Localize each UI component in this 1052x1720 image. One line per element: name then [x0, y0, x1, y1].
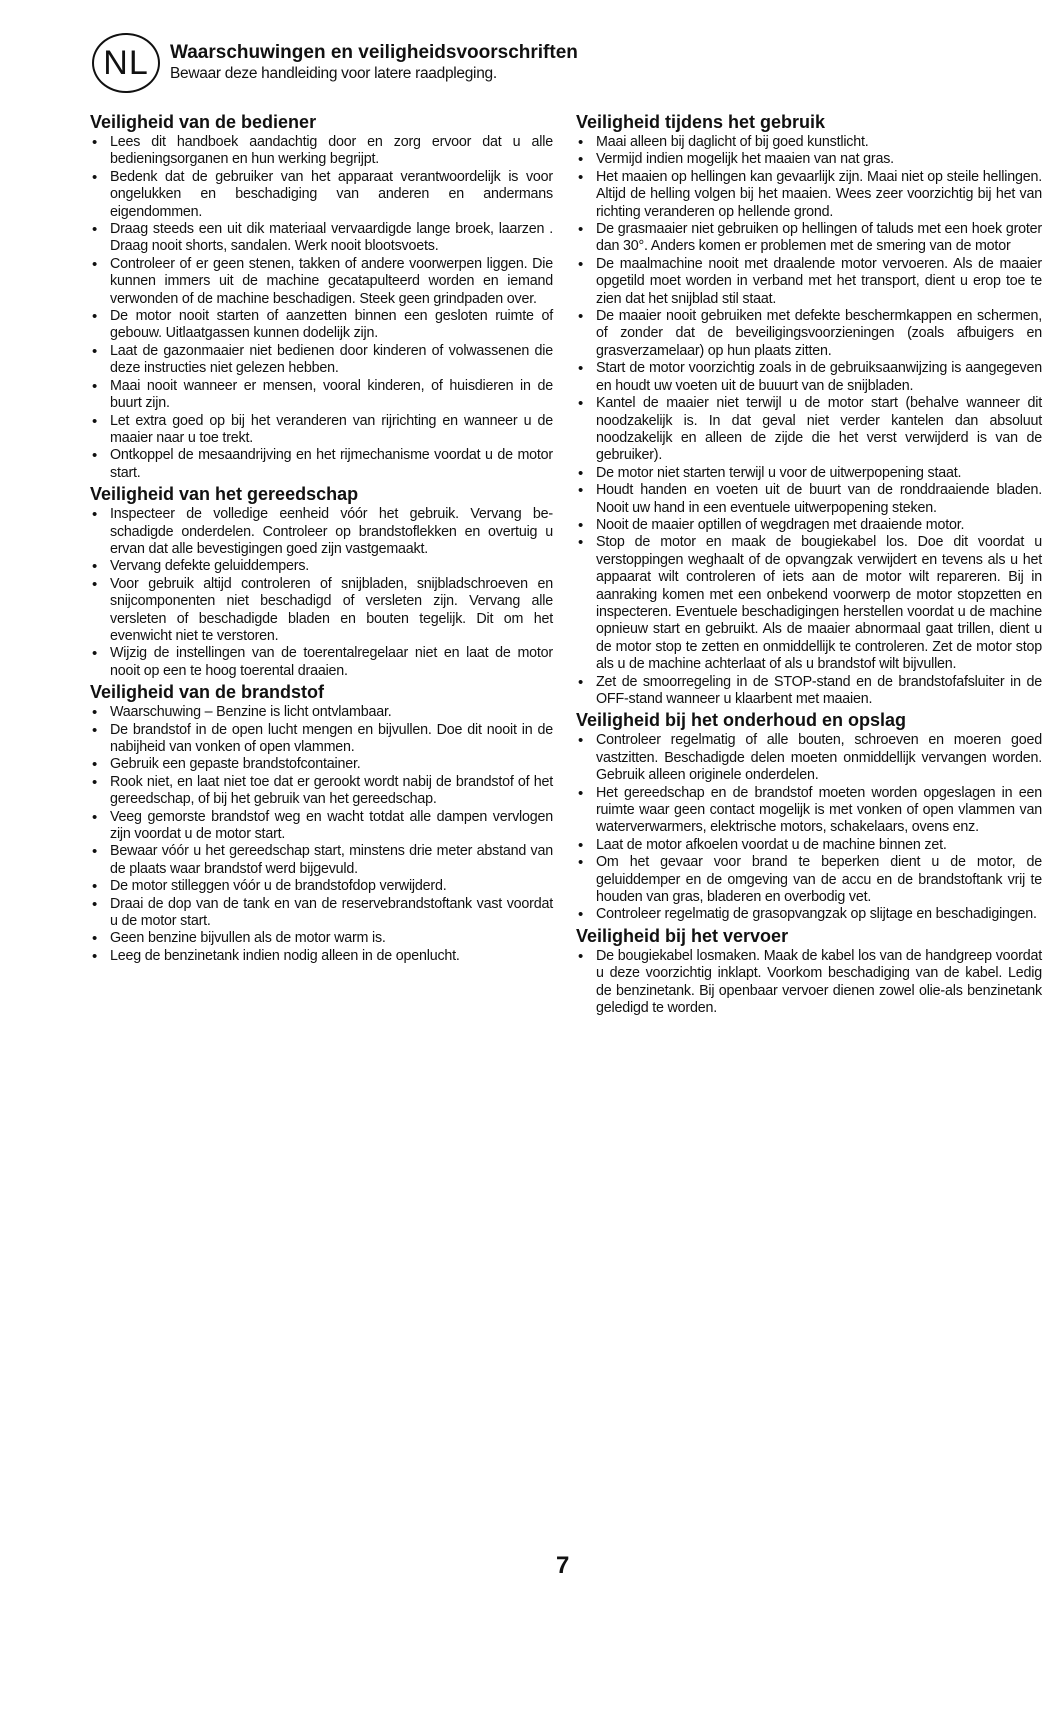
list-item: • De bougiekabel losmaken. Maak de kabel los van de handgreep voordat u deze voorzichtig inklapt. Voorkom beschadiging van de kabel. Ledig de benzinetank. Bij openbaar vervoer dienen zowel olie-als benzinetank geledigd te worden.: [576, 948, 1042, 1018]
section: [576, 926, 1042, 1018]
list-item: • Ontkoppel de mesaandrijving en het rijmechanisme voordat u de motor start.: [90, 447, 553, 482]
section-title: Veiligheid van de bediener: [90, 112, 317, 132]
list-item: • Controleer regelmatig de grasopvangzak op slijtage en beschadigingen.: [576, 906, 1042, 923]
list-item: • De grasmaaier niet gebruiken op hellingen of taluds met een hoek groter dan 30°. Anders komen er problemen met de smering van de motor: [576, 221, 1042, 256]
list-item: • De maaier nooit gebruiken met defekte beschermkappen en schermen, of zonder dat de beveiligingsvoorzieningen (zoals afbuigers en grasverzamelaar) op hun plaats zitten.: [576, 308, 1042, 360]
list-item: • Lees dit handboek aandachtig door en zorg ervoor dat u alle bedieningsorganen en hun werking begrijpt.: [90, 134, 553, 169]
list-item: • Bedenk dat de gebruiker van het apparaat verantwoordelijk is voor ongelukken en beschadiging van anderen en andermans eigendommen.: [90, 169, 553, 221]
list-item: • Waarschuwing – Benzine is licht ontvlambaar.: [90, 704, 553, 721]
document-title: Waarschuwingen en veiligheidsvoorschriften: [170, 42, 578, 63]
list-item: • Maai nooit wanneer er mensen, vooral kinderen, of huisdieren in de buurt zijn.: [90, 378, 553, 413]
section-title: Veiligheid bij het onderhoud en opslag: [576, 710, 907, 731]
section-title: Veiligheid van de brandstof: [90, 682, 325, 703]
bullet-list: [90, 506, 553, 680]
list-item: • Voor gebruik altijd controleren of snijbladen, snijbladschroeven en snijcomponenten niet beschadigd of versleten zijn. Vervang alle versleten of beschadigde bladen en bouten tegelijk. Dit om het evenwicht niet te verstoren.: [90, 576, 553, 646]
list-item: • Maai alleen bij daglicht of bij goed kunstlicht.: [576, 134, 1042, 151]
list-item: • Leeg de benzinetank indien nodig alleen in de openlucht.: [90, 948, 553, 965]
section: [90, 484, 553, 680]
list-item: • Start de motor voorzichtig zoals in de gebruiksaanwijzing is aangegeven en houdt uw voeten uit de buuurt van de snijbladen.: [576, 360, 1042, 395]
list-item: • Het gereedschap en de brandstof moeten worden opgeslagen in een ruimte waar geen contact mogelijk is met vonken of open vlammen van waterverwarmers, elektrische motors, schakelaars, ovens enz.: [576, 785, 1042, 837]
list-item: • Nooit de maaier optillen of wegdragen met draaiende motor.: [576, 517, 1042, 534]
document-subtitle: Bewaar deze handleiding voor latere raadpleging.: [170, 65, 497, 82]
list-item: • Controleer regelmatig of alle bouten, schroeven en moeren goed vastzitten. Beschadigde delen moeten onmiddellijk vervangen worden. Gebruik alleen originele onderdelen.: [576, 732, 1042, 784]
section: [90, 682, 553, 965]
list-item: • Gebruik een gepaste brandstofcontainer.: [90, 756, 553, 773]
list-item: • Draag steeds een uit dik materiaal vervaardigde lange broek, laarzen . Draag nooit shorts, sandalen. Werk nooit blootsvoets.: [90, 221, 553, 256]
section: [90, 112, 553, 482]
list-item: • De motor stilleggen vóór u de brandstofdop verwijderd.: [90, 878, 553, 895]
list-item: • Wijzig de instellingen van de toerentalregelaar niet en laat de motor nooit op een te hoog toerental draaien.: [90, 645, 553, 680]
list-item: • Draai de dop van de tank en van de reservebrandstoftank vast voordat u de motor start.: [90, 896, 553, 931]
list-item: • Laat de gazonmaaier niet bedienen door kinderen of volwassenen die deze instructies niet gelezen hebben.: [90, 343, 553, 378]
list-item: • Het maaien op hellingen kan gevaarlijk zijn. Maai niet op steile hellingen. Altijd de helling volgen bij het maaien. Wees zeer voorzichtig bij het van richting veranderen op hellende grond.: [576, 169, 1042, 221]
page-header: [92, 28, 578, 98]
left-column: [90, 110, 553, 965]
list-item: • Om het gevaar voor brand te beperken dient u de motor, de geluiddemper en de omgeving van de accu en de brandstoftank vrij te houden van gras, bladeren en overbodig vet.: [576, 854, 1042, 906]
bullet-list: [90, 134, 553, 482]
list-item: • Zet de smoorregeling in de STOP-stand en de brandstofafsluiter in de OFF-stand wanneer u klaarbent met maaien.: [576, 674, 1042, 709]
bullet-list: [576, 134, 1042, 708]
header-text: [170, 42, 578, 84]
language-badge: NL: [92, 33, 160, 93]
list-item: • Veeg gemorste brandstof weg en wacht totdat alle dampen vervlogen zijn voordat u de motor start.: [90, 809, 553, 844]
list-item: • De motor niet starten terwijl u voor de uitwerpopening staat.: [576, 465, 1042, 482]
list-item: • De motor nooit starten of aanzetten binnen een gesloten ruimte of gebouw. Uitlaatgassen kunnen dodelijk zijn.: [90, 308, 553, 343]
list-item: • Let extra goed op bij het veranderen van rijrichting en wanneer u de maaier naar u toe trekt.: [90, 413, 553, 448]
list-item: • Rook niet, en laat niet toe dat er gerookt wordt nabij de brandstof of het gereedschap, of bij het gebruik van het gereedschap.: [90, 774, 553, 809]
section-title: Veiligheid tijdens het gebruik: [576, 112, 826, 132]
right-column: [576, 110, 1042, 1018]
bullet-list: [90, 704, 553, 965]
list-item: • Vervang defekte geluiddempers.: [90, 558, 553, 575]
bullet-list: [576, 948, 1042, 1018]
list-item: • Controleer of er geen stenen, takken of andere voorwerpen liggen. Die kunnen immers uit de machine gecatapulteerd worden en iemand verwonden of de machine beschadigen. Steek geen grindpaden over.: [90, 256, 553, 308]
list-item: • Vermijd indien mogelijk het maaien van nat gras.: [576, 151, 1042, 168]
list-item: • De maalmachine nooit met draalende motor vervoeren. Als de maaier opgetild moet worden in verband met het transport, dient u erop toe te zien dat het snijblad stil staat.: [576, 256, 1042, 308]
section: [576, 710, 1042, 923]
list-item: • Houdt handen en voeten uit de buurt van de ronddraaiende bladen. Nooit uw hand in een eventuele uitwerpopening steken.: [576, 482, 1042, 517]
section: [576, 112, 1042, 708]
section-title: Veiligheid van het gereedschap: [90, 484, 359, 505]
list-item: • Bewaar vóór u het gereedschap start, minstens drie meter abstand van de plaats waar brandstof werd bijgevuld.: [90, 843, 553, 878]
page-number: 7: [556, 1552, 570, 1579]
list-item: • Inspecteer de volledige eenheid vóór het gebruik. Vervang be-schadigde onderdelen. Controleer op brandstoflekken en overtuig u ervan dat alle bevestigingen goed zijn vastgemaakt.: [90, 506, 553, 558]
list-item: • De brandstof in de open lucht mengen en bijvullen. Doe dit nooit in de nabijheid van vonken of open vlammen.: [90, 722, 553, 757]
section-title: Veiligheid bij het vervoer: [576, 925, 789, 946]
list-item: • Laat de motor afkoelen voordat u de machine binnen zet.: [576, 837, 1042, 854]
bullet-list: [576, 732, 1042, 923]
list-item: • Kantel de maaier niet terwijl u de motor start (behalve wanneer dit noodzakelijk is. In dat geval niet verder kantelen dan absoluut noodzakelijk en alleen de zijde die het verst verwijderd is van de gebruiker).: [576, 395, 1042, 465]
list-item: • Geen benzine bijvullen als de motor warm is.: [90, 930, 553, 947]
list-item: • Stop de motor en maak de bougiekabel los. Doe dit voordat u verstoppingen weghaalt of de opvangzak verwijdert en tevens als u het appaarat wilt controleren of iets aan de motor wilt repareren. Bij in aanraking komen met een onbekend voorwerp de motor stopzetten en inspecteren. Eventuele beschadigingen herstellen voordat u de machine opnieuw start en gebruikt. Als de maaier abnormaal gaat trillen, dient u de motor stop te zetten en onmiddellijk te controleren. Zet de motor stop als u de machine achterlaat of als u brandstof wilt bijvullen.: [576, 534, 1042, 673]
